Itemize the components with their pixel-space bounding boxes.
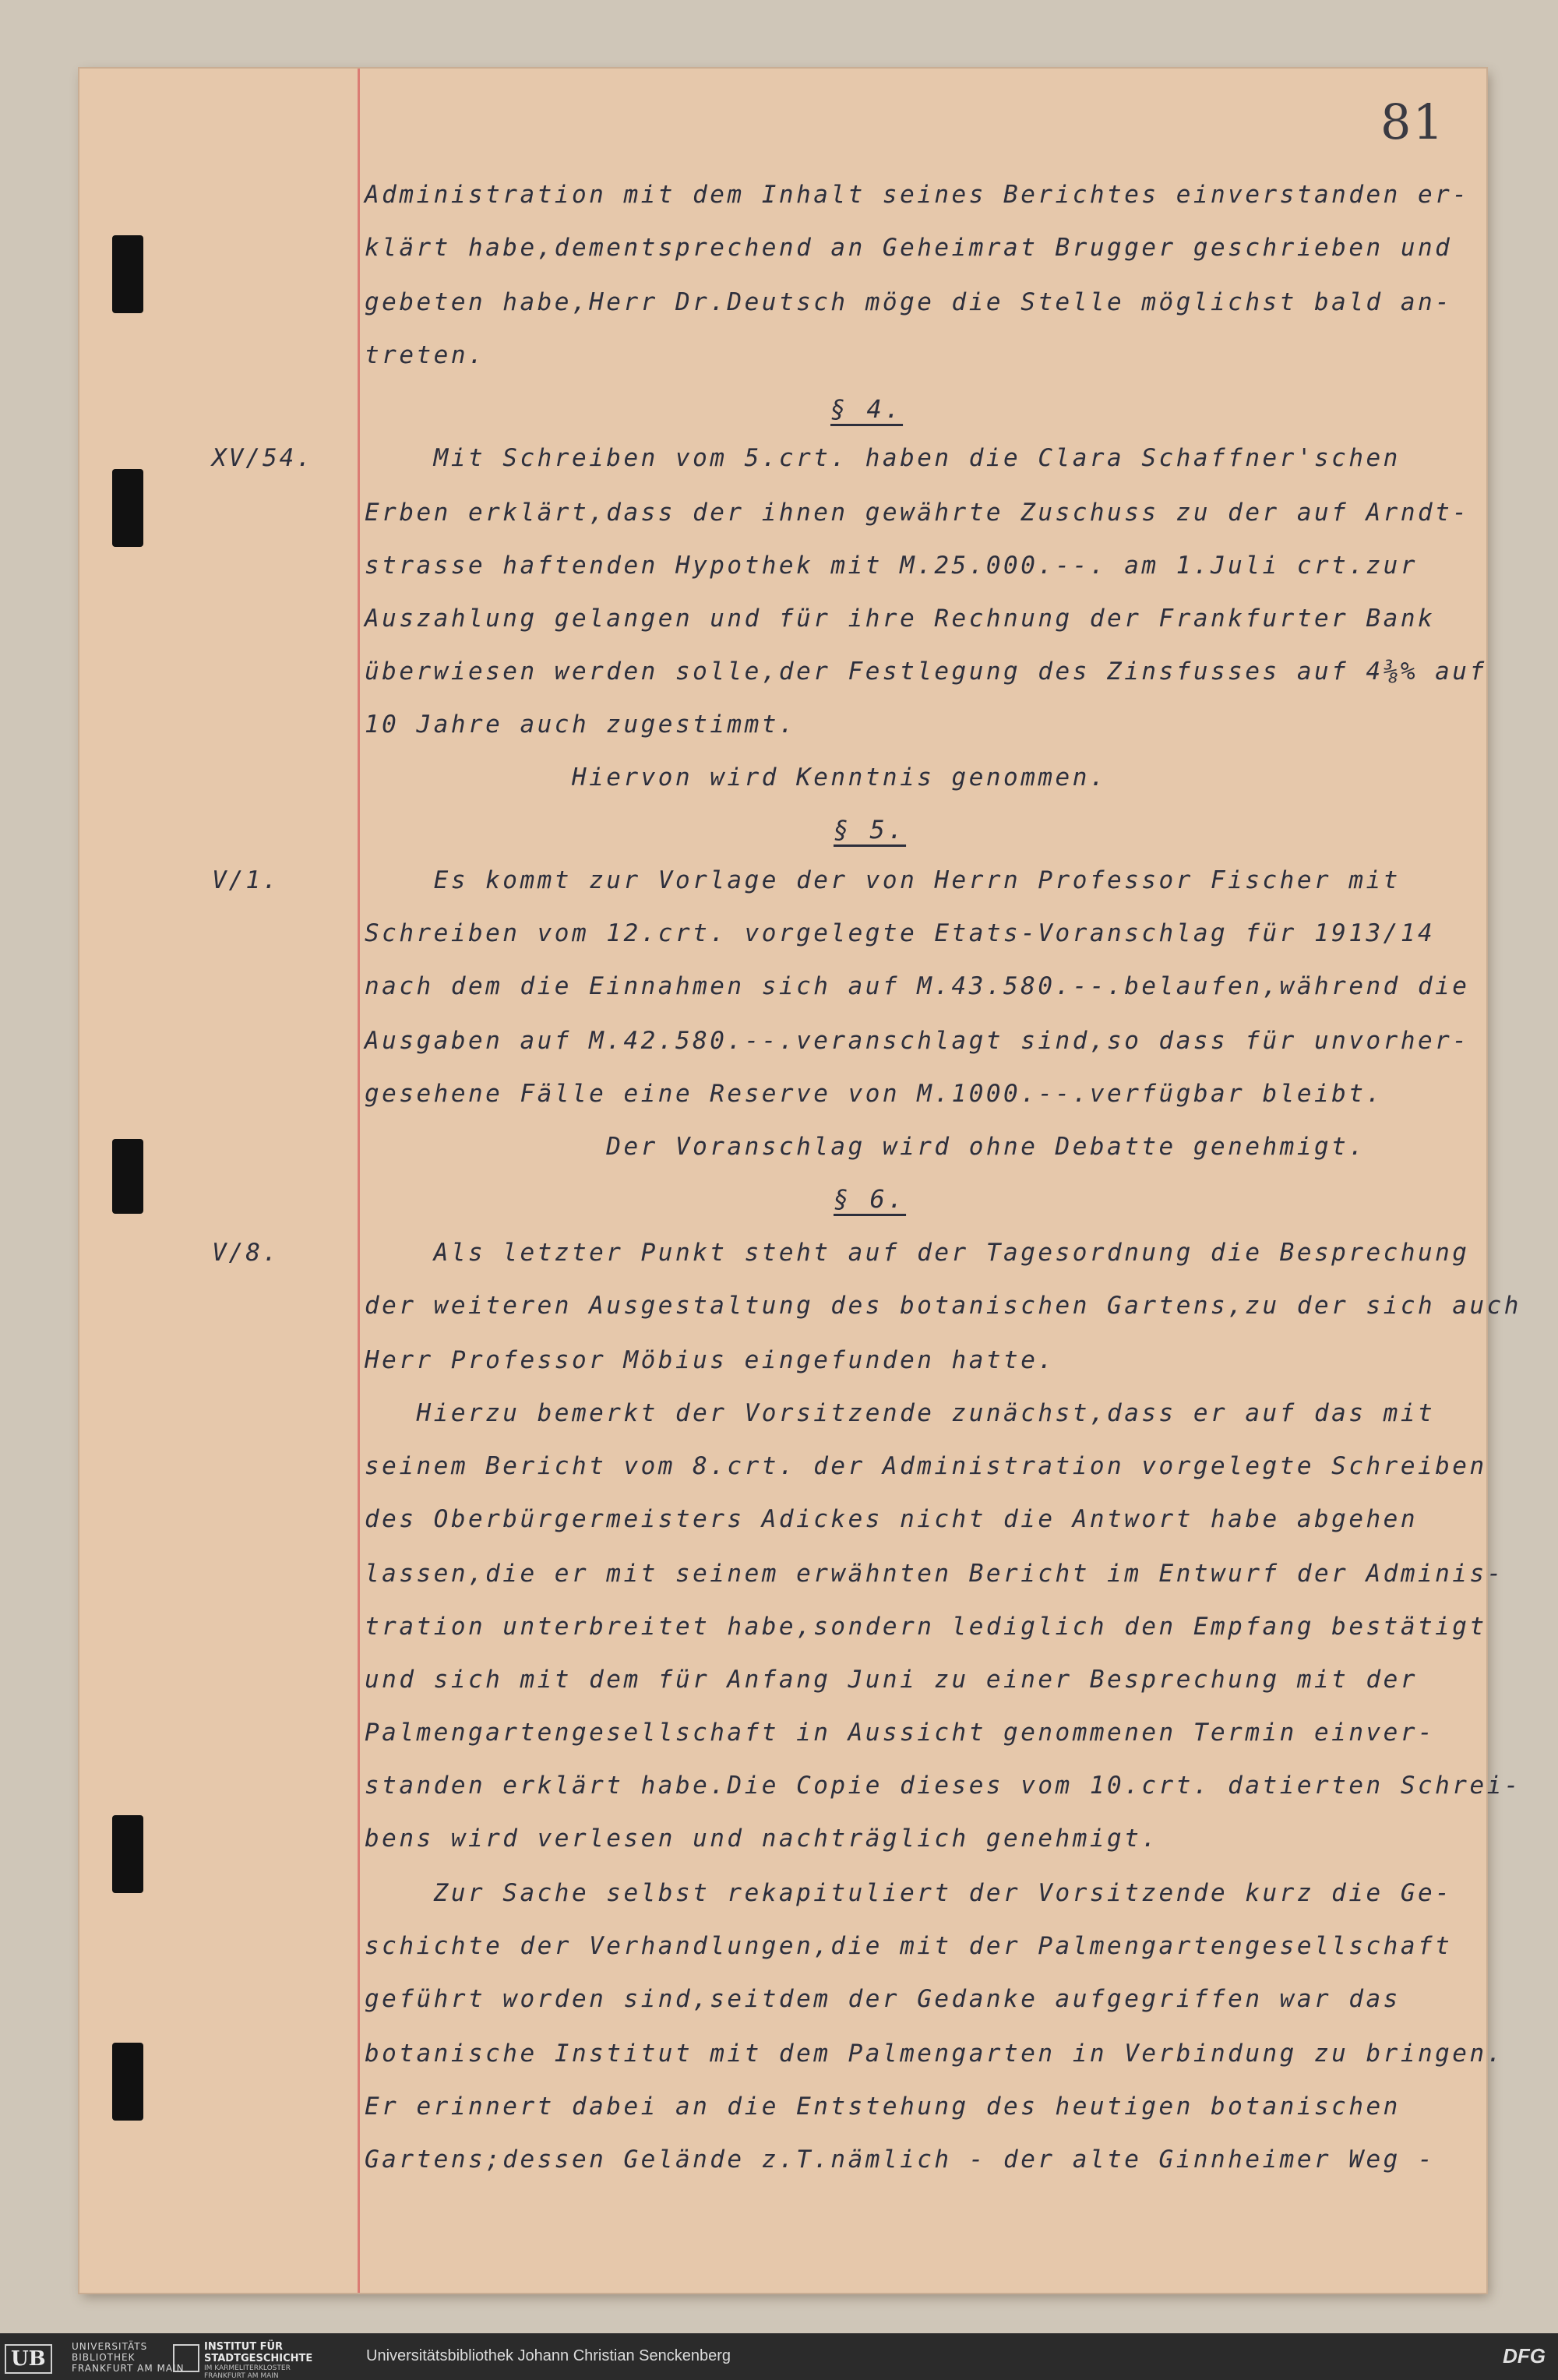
text-line: Hiervon wird Kenntnis genommen. xyxy=(365,763,1108,792)
text-line: bens wird verlesen und nachträglich genehmigt. xyxy=(365,1825,1159,1853)
binding-hole-1 xyxy=(112,235,143,313)
ub-logo: UB xyxy=(5,2344,52,2374)
text-line: Der Voranschlag wird ohne Debatte genehmigt. xyxy=(365,1133,1366,1161)
marginal-note: XV/54. xyxy=(212,444,313,472)
text-line: Ausgaben auf M.42.580.--.veranschlagt sind,so dass für unvorher- xyxy=(365,1027,1470,1055)
text-line: standen erklärt habe.Die Copie dieses vom 10.crt. datierten Schrei- xyxy=(365,1772,1521,1800)
text-line: nach dem die Einnahmen sich auf M.43.580.--.belaufen,während die xyxy=(365,972,1470,1000)
text-line: des Oberbürgermeisters Adickes nicht die Antwort habe abgehen xyxy=(365,1505,1418,1533)
page-number: 81 xyxy=(1380,93,1445,150)
text-line: Auszahlung gelangen und für ihre Rechnung der Frankfurter Bank xyxy=(365,605,1436,633)
text-line: geführt worden sind,seitdem der Gedanke aufgegriffen war das xyxy=(365,1985,1401,2013)
section-heading: § 6. xyxy=(834,1184,907,1214)
section-heading: § 4. xyxy=(830,394,904,424)
text-line: Hierzu bemerkt der Vorsitzende zunächst,dass er auf das mit xyxy=(365,1399,1436,1427)
text-line: Mit Schreiben vom 5.crt. haben die Clara Schaffner'schen xyxy=(365,444,1401,472)
text-line: treten. xyxy=(365,341,486,369)
text-line: klärt habe,dementsprechend an Geheimrat Brugger geschrieben und xyxy=(365,234,1453,262)
text-line: Es kommt zur Vorlage der von Herrn Professor Fischer mit xyxy=(365,866,1401,894)
section-heading: § 5. xyxy=(834,815,907,844)
text-line: schichte der Verhandlungen,die mit der Palmengartengesellschaft xyxy=(365,1932,1453,1960)
binding-hole-4 xyxy=(112,1815,143,1893)
text-line: Herr Professor Möbius eingefunden hatte. xyxy=(365,1346,1056,1374)
text-line: überwiesen werden solle,der Festlegung des Zinsfusses auf 4⅜% auf xyxy=(365,658,1487,686)
text-line: Erben erklärt,dass der ihnen gewährte Zuschuss zu der auf Arndt- xyxy=(365,499,1470,527)
dfg-logo: DFG xyxy=(1503,2344,1546,2368)
text-line: seinem Bericht vom 8.crt. der Administration vorgelegte Schreiben xyxy=(365,1452,1487,1480)
institute-logo-caption: IM KARMELITERKLOSTER FRANKFURT AM MAIN xyxy=(204,2364,291,2380)
text-line: Er erinnert dabei an die Entstehung des heutigen botanischen xyxy=(365,2093,1401,2121)
text-line: Gartens;dessen Gelände z.T.nämlich - der alte Ginnheimer Weg - xyxy=(365,2146,1436,2174)
text-line: Administration mit dem Inhalt seines Berichtes einverstanden er- xyxy=(365,181,1470,209)
text-line: und sich mit dem für Anfang Juni zu einer Besprechung mit der xyxy=(365,1666,1418,1694)
red-margin-rule xyxy=(358,69,360,2293)
text-line: Schreiben vom 12.crt. vorgelegte Etats-Voranschlag für 1913/14 xyxy=(365,919,1436,947)
binding-hole-3 xyxy=(112,1139,143,1214)
library-name: Universitätsbibliothek Johann Christian Senckenberg xyxy=(366,2347,731,2364)
text-line: lassen,die er mit seinem erwähnten Bericht im Entwurf der Adminis- xyxy=(365,1560,1504,1588)
text-line: tration unterbreitet habe,sondern lediglich den Empfang bestätigt xyxy=(365,1613,1487,1641)
institute-logo-title: INSTITUT FÜR STADTGESCHICHTE xyxy=(204,2341,313,2364)
text-line: botanische Institut mit dem Palmengarten in Verbindung zu bringen. xyxy=(365,2040,1504,2068)
viewer-footer-bar xyxy=(0,2333,1558,2380)
text-line: Palmengartengesellschaft in Aussicht genommenen Termin einver- xyxy=(365,1719,1436,1747)
marginal-note: V/8. xyxy=(212,1239,280,1267)
text-line: gesehene Fälle eine Reserve von M.1000.--.verfügbar bleibt. xyxy=(365,1080,1384,1108)
text-line: strasse haftenden Hypothek mit M.25.000.--. am 1.Juli crt.zur xyxy=(365,552,1418,580)
institute-logo-icon xyxy=(173,2344,199,2372)
text-line: 10 Jahre auch zugestimmt. xyxy=(365,710,797,739)
ub-logo-caption: UNIVERSITÄTS BIBLIOTHEK FRANKFURT AM MAIN xyxy=(72,2341,185,2374)
binding-hole-5 xyxy=(112,2043,143,2121)
binding-hole-2 xyxy=(112,469,143,547)
text-line: gebeten habe,Herr Dr.Deutsch möge die Stelle möglichst bald an- xyxy=(365,288,1453,316)
text-line: Zur Sache selbst rekapituliert der Vorsitzende kurz die Ge- xyxy=(365,1879,1453,1907)
text-line: Als letzter Punkt steht auf der Tagesordnung die Besprechung xyxy=(365,1239,1470,1267)
text-line: der weiteren Ausgestaltung des botanischen Gartens,zu der sich auch xyxy=(365,1292,1521,1320)
marginal-note: V/1. xyxy=(212,866,280,894)
